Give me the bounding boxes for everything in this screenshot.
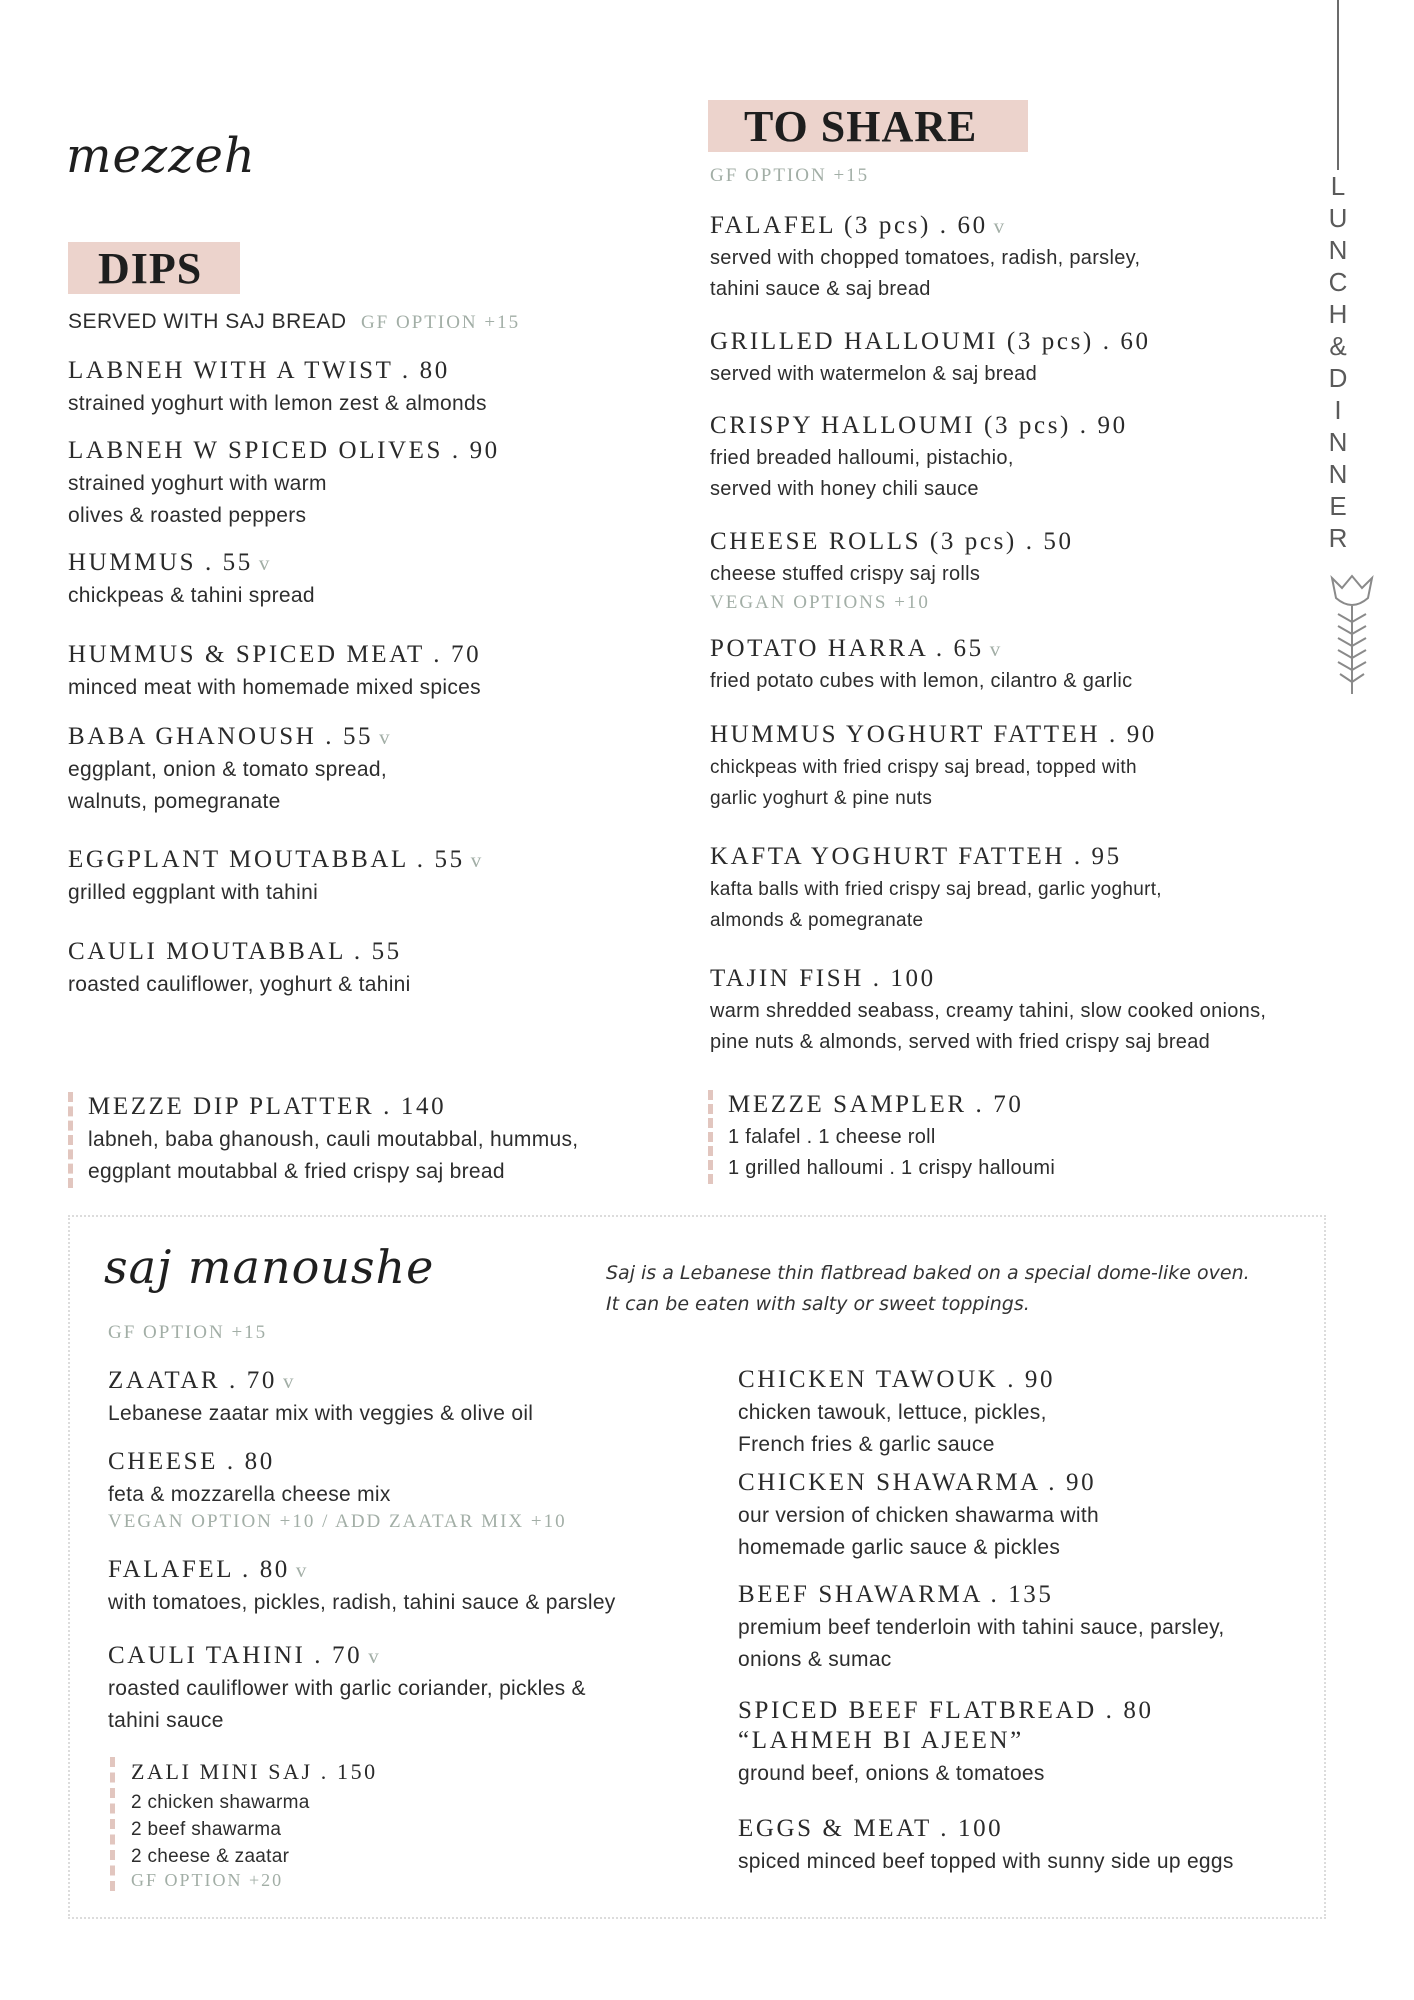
to-share-badge: TO SHARE xyxy=(708,100,1028,152)
vegan-marker: v xyxy=(295,1558,307,1582)
item-name: MEZZE SAMPLER . 70 xyxy=(728,1091,1024,1118)
item-name: TAJIN FISH . 100 xyxy=(710,965,936,992)
saj-intro: Saj is a Lebanese thin flatbread baked on a special dome-like oven. It can be eaten with salty or sweet toppings. xyxy=(606,1262,1250,1315)
menu-item xyxy=(68,356,487,420)
item-description: grilled eggplant with tahini xyxy=(68,881,319,904)
vegan-marker: v xyxy=(993,214,1005,238)
item-description: roasted cauliflower, yoghurt & tahini xyxy=(68,973,411,996)
vegan-marker: v xyxy=(282,1369,294,1393)
item-name: ZALI MINI SAJ . 150 xyxy=(131,1759,378,1784)
menu-item xyxy=(68,722,390,818)
item-description: labneh, baba ghanoush, cauli moutabbal, hummus, xyxy=(88,1128,579,1151)
item-description: kafta balls with fried crispy saj bread, garlic yoghurt, xyxy=(710,879,1162,900)
dips-badge: DIPS xyxy=(68,242,240,294)
menu-item xyxy=(108,1555,616,1619)
item-description: Lebanese zaatar mix with veggies & olive oil xyxy=(108,1402,534,1425)
item-description: ground beef, onions & tomatoes xyxy=(738,1762,1045,1785)
item-description: served with honey chili sauce xyxy=(710,478,979,500)
item-name: FALAFEL (3 pcs) . 60 xyxy=(710,212,988,239)
vegan-marker: v xyxy=(470,848,482,872)
item-description: served with chopped tomatoes, radish, parsley, xyxy=(710,247,1141,269)
menu-item xyxy=(710,842,1162,936)
item-description: fried breaded halloumi, pistachio, xyxy=(710,447,1014,469)
item-name: MEZZE DIP PLATTER . 140 xyxy=(88,1093,447,1120)
menu-item xyxy=(68,436,500,532)
menu-item xyxy=(710,527,1074,614)
item-description: onions & sumac xyxy=(738,1648,892,1671)
item-name: SPICED BEEF FLATBREAD . 80 xyxy=(738,1697,1154,1724)
item-description: eggplant moutabbal & fried crispy saj bread xyxy=(88,1160,505,1183)
menu-item xyxy=(710,964,1266,1058)
item-description: feta & mozzarella cheese mix xyxy=(108,1483,391,1506)
item-description: homemade garlic sauce & pickles xyxy=(738,1536,1061,1559)
item-description: walnuts, pomegranate xyxy=(68,790,281,813)
served-with-line: SERVED WITH SAJ BREAD GF OPTION +15 xyxy=(68,310,521,333)
gf-option-note: GF OPTION +15 xyxy=(108,1322,268,1343)
menu-item xyxy=(68,548,315,612)
item-description: chicken tawouk, lettuce, pickles, xyxy=(738,1401,1047,1424)
item-name: HUMMUS . 55 xyxy=(68,549,253,576)
gf-option-note: GF OPTION +15 xyxy=(710,165,870,186)
item-name: BEEF SHAWARMA . 135 xyxy=(738,1581,1054,1608)
menu-item xyxy=(108,1447,567,1533)
item-description: minced meat with homemade mixed spices xyxy=(68,676,481,699)
menu-item xyxy=(710,411,1128,505)
item-name: CRISPY HALLOUMI (3 pcs) . 90 xyxy=(710,412,1128,439)
item-name: FALAFEL . 80 xyxy=(108,1556,290,1583)
item-description: pine nuts & almonds, served with fried crispy saj bread xyxy=(710,1031,1211,1053)
item-description: garlic yoghurt & pine nuts xyxy=(710,788,933,809)
menu-item xyxy=(68,640,481,704)
menu-item xyxy=(710,327,1151,390)
option-note: VEGAN OPTION +10 / ADD ZAATAR MIX +10 xyxy=(108,1511,567,1532)
side-divider-line xyxy=(1337,0,1339,170)
menu-item xyxy=(738,1696,1154,1790)
zali-mini-saj xyxy=(110,1757,378,1891)
menu-item xyxy=(738,1580,1225,1676)
vegan-marker: v xyxy=(258,551,270,575)
item-description: 1 grilled halloumi . 1 crispy halloumi xyxy=(728,1157,1056,1179)
item-name: HUMMUS YOGHURT FATTEH . 90 xyxy=(710,721,1157,748)
menu-item xyxy=(738,1468,1099,1564)
menu-item xyxy=(108,1366,533,1430)
item-name: GRILLED HALLOUMI (3 pcs) . 60 xyxy=(710,328,1151,355)
item-description: roasted cauliflower with garlic coriander, pickles & xyxy=(108,1677,586,1700)
item-description: warm shredded seabass, creamy tahini, slow cooked onions, xyxy=(710,1000,1267,1022)
item-name: CHEESE . 80 xyxy=(108,1448,275,1475)
item-description: strained yoghurt with warm xyxy=(68,472,327,495)
item-description: almonds & pomegranate xyxy=(710,910,924,931)
item-description: tahini sauce xyxy=(108,1709,224,1732)
item-name: POTATO HARRA . 65 xyxy=(710,635,984,662)
vegan-option-note: VEGAN OPTIONS +10 xyxy=(710,592,930,613)
item-description: 2 cheese & zaatar xyxy=(131,1846,290,1867)
item-name: HUMMUS & SPICED MEAT . 70 xyxy=(68,641,482,668)
item-name: EGGS & MEAT . 100 xyxy=(738,1815,1004,1842)
item-description: 2 chicken shawarma xyxy=(131,1792,310,1813)
vegan-marker: v xyxy=(379,725,390,749)
item-description: eggplant, onion & tomato spread, xyxy=(68,758,387,781)
menu-item xyxy=(710,720,1157,814)
item-name: CHICKEN SHAWARMA . 90 xyxy=(738,1469,1097,1496)
item-name: ZAATAR . 70 xyxy=(108,1367,277,1394)
mezze-sampler xyxy=(708,1090,1055,1184)
gf-option-note: GF OPTION +20 xyxy=(131,1870,284,1890)
item-description: tahini sauce & saj bread xyxy=(710,278,931,300)
menu-item xyxy=(68,937,411,1001)
item-description: strained yoghurt with lemon zest & almonds xyxy=(68,392,487,415)
item-description: 2 beef shawarma xyxy=(131,1819,282,1840)
saj-manoushe-script-title: saj manoushe xyxy=(104,1240,435,1294)
item-description: 1 falafel . 1 cheese roll xyxy=(728,1126,936,1148)
item-name: KAFTA YOGHURT FATTEH . 95 xyxy=(710,843,1122,870)
item-description: chickpeas & tahini spread xyxy=(68,584,315,607)
item-name: LABNEH W SPICED OLIVES . 90 xyxy=(68,437,500,464)
menu-item xyxy=(710,634,1132,697)
menu-item xyxy=(738,1814,1234,1878)
item-name: LABNEH WITH A TWIST . 80 xyxy=(68,357,450,384)
item-name: CAULI MOUTABBAL . 55 xyxy=(68,938,402,965)
item-description: cheese stuffed crispy saj rolls xyxy=(710,563,981,585)
item-description: spiced minced beef topped with sunny side up eggs xyxy=(738,1850,1234,1873)
item-name: CHICKEN TAWOUK . 90 xyxy=(738,1366,1056,1393)
lunch-dinner-vertical-label: L U N C H & D I N N E R xyxy=(1328,171,1348,553)
vegan-marker: v xyxy=(368,1644,379,1668)
item-description: French fries & garlic sauce xyxy=(738,1433,995,1456)
item-description: served with watermelon & saj bread xyxy=(710,363,1038,385)
mezzeh-script-title: mezzeh xyxy=(66,128,256,184)
item-name: CAULI TAHINI . 70 xyxy=(108,1642,363,1669)
item-description: fried potato cubes with lemon, cilantro & garlic xyxy=(710,670,1133,692)
item-description: chickpeas with fried crispy saj bread, topped with xyxy=(710,757,1137,778)
item-description: olives & roasted peppers xyxy=(68,504,307,527)
mezze-dip-platter xyxy=(68,1092,578,1188)
item-name: CHEESE ROLLS (3 pcs) . 50 xyxy=(710,528,1074,555)
vegan-marker: v xyxy=(989,637,1001,661)
menu-item xyxy=(108,1641,586,1737)
item-subtitle: “LAHMEH BI AJEEN” xyxy=(738,1727,1024,1754)
item-description: with tomatoes, pickles, radish, tahini sauce & parsley xyxy=(108,1591,616,1614)
item-name: BABA GHANOUSH . 55 xyxy=(68,723,374,750)
item-description: premium beef tenderloin with tahini sauce, parsley, xyxy=(738,1616,1225,1639)
menu-item xyxy=(738,1365,1055,1461)
item-description: our version of chicken shawarma with xyxy=(738,1504,1099,1527)
menu-item xyxy=(68,845,481,909)
tulip-icon xyxy=(1326,572,1378,696)
menu-item xyxy=(710,211,1140,305)
item-name: EGGPLANT MOUTABBAL . 55 xyxy=(68,846,465,873)
